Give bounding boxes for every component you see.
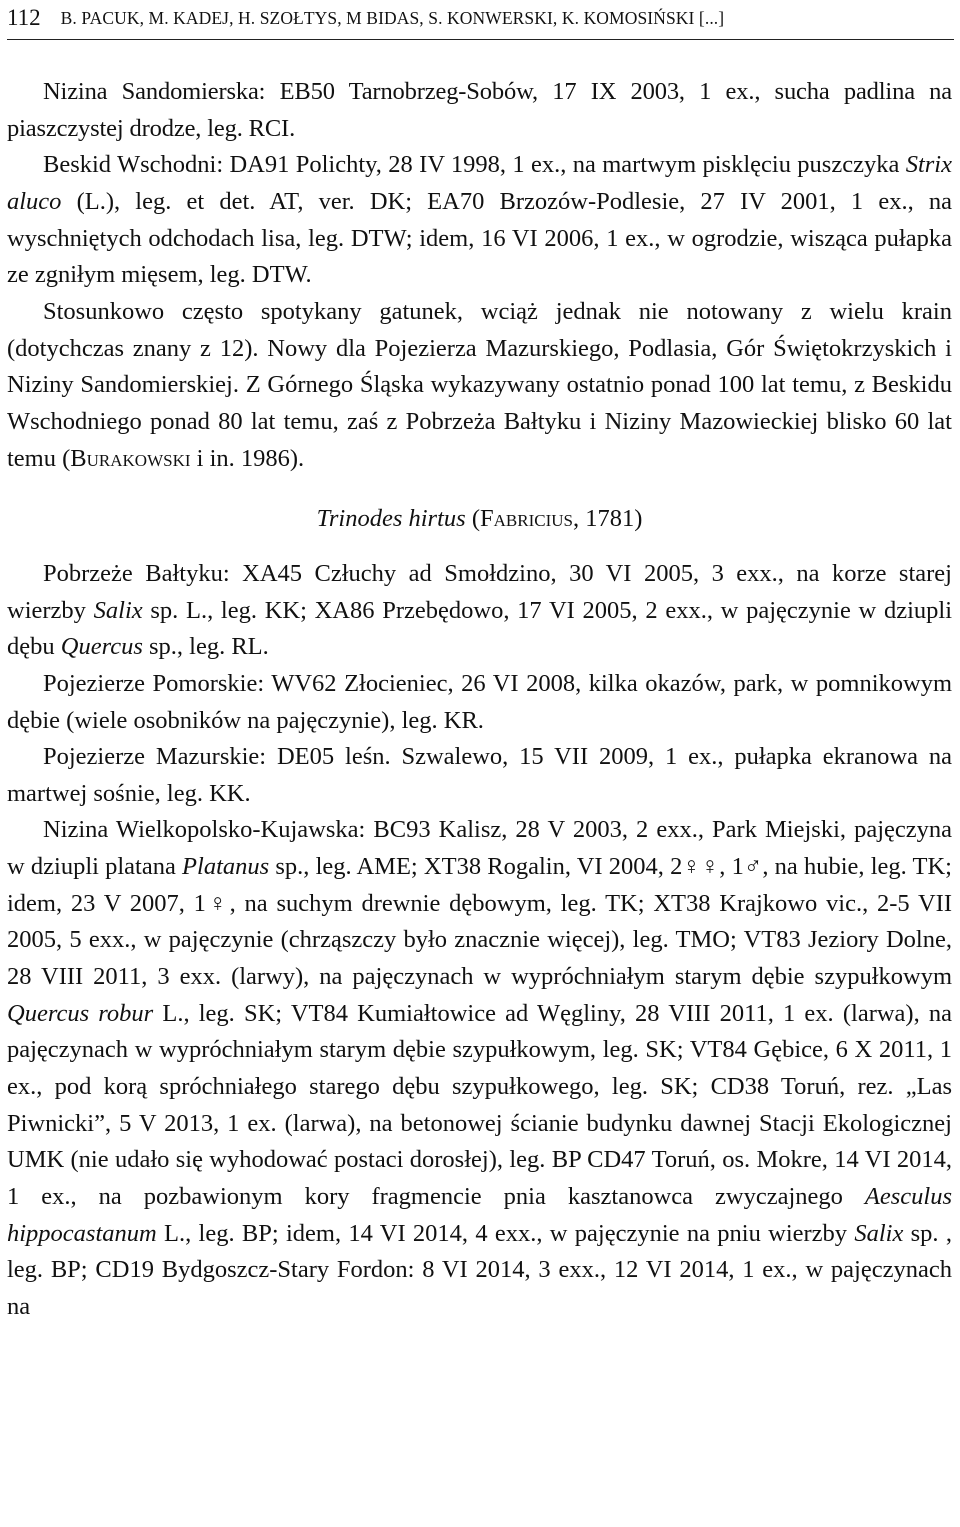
distribution-note: Stosunkowo często spotykany gatunek, wciąż jednak nie notowany z wielu krain (dotychczas znany z 12). Nowy dla Pojezierza Mazurskiego, Podlasia, Gór Świętokrzyskich i Niziny Sandomierskiej. Z Górnego Śląska wykazywany ostatnio ponad 100 lat temu, z Beskidu Wschodniego ponad 80 lat temu, zaś z Pobrzeża Bałtyku i Niziny Mazowieckiej blisko 60 lat temu (Burakowski i in. 1986). [7, 297, 952, 472]
running-title: B. PACUK, M. KADEJ, H. SZOŁTYS, M BIDAS, S. KONWERSKI, K. KOMOSIŃSKI [...] [60, 8, 725, 28]
taxon-name: Salix [93, 596, 143, 624]
cited-author: Burakowski [70, 444, 191, 472]
taxon-name: Aesculus hippocastanum [7, 1183, 952, 1247]
taxon-name: Platanus [182, 853, 270, 881]
page-number: 112 [7, 5, 41, 30]
record-pobrzeze-baltyku: Pobrzeże Bałtyku: XA45 Człuchy ad Smołdzino, 30 VI 2005, 3 exx., na korze starej wierzby Salix sp. L., leg. KK; XA86 Przebędowo, 17 VI 2005, 2 exx., w pajęczynie w dziupli dębu Quercus sp., leg. RL. [7, 559, 952, 661]
record-nizina-wielkopolsko-kujawska: Nizina Wielkopolsko-Kujawska: BC93 Kalisz, 28 V 2003, 2 exx., Park Miejski, pajęczyna w dziupli platana Platanus sp., leg. AME; XT38 Rogalin, VI 2004, 2♀♀, 1♂, na hubie, leg. TK; idem, 23 V 2007, 1♀, na suchym drewnie dębowym, leg. TK; XT38 Krajkowo vic., 2-5 VII 2005, 5 exx., w pajęczynie (chrząszczy było znacznie więcej), leg. TMO; VT83 Jeziory Dolne, 28 VIII 2011, 3 exx. (larwy), na pajęczynach w wypróchniałym starym dębie szypułkowym Quercus robur L., leg. SK; VT84 Kumiałtowice ad Węgliny, 28 VIII 2011, 1 ex. (larwa), na pajęczynach w wypróchniałym starym dębie szypułkowym, leg. SK; VT84 Gębice, 6 X 2011, 1 ex., pod korą spróchniałego starego dębu szypułkowego, leg. SK; CD38 Toruń, rez. „Las Piwnicki”, 5 V 2013, 1 ex. (larwa), na betonowej ścianie budynku dawnej Stacji Ekologicznej UMK (nie udało się wyhodować postaci dorosłej), leg. BP CD47 Toruń, os. Mokre, 14 VI 2014, 1 ex., na pozbawionym kory fragmencie pnia kasztanowca zwyczajnego Aesculus hippocastanum L., leg. BP; idem, 14 VI 2014, 4 exx., w pajęczynie na pniu wierzby Salix sp. , leg. BP; CD19 Bydgoszcz-Stary Fordon: 8 VI 2014, 3 exx., 12 VI 2014, 1 ex., w pajęczynach na [7, 816, 952, 1320]
record-nizina-sandomierska: Nizina Sandomierska: EB50 Tarnobrzeg-Sobów, 17 IX 2003, 1 ex., sucha padlina na piaszczystej drodze, leg. RCI. [7, 78, 952, 142]
taxon-name: Salix [854, 1219, 904, 1247]
species-author: Fabricius [479, 505, 573, 533]
record-beskid-wschodni: Beskid Wschodni: DA91 Polichty, 28 IV 1998, 1 ex., na martwym pisklęciu puszczyka Strix aluco (L.), leg. et det. AT, ver. DK; EA70 Brzozów-Podlesie, 27 IV 2001, 1 ex., na wyschniętych odchodach lisa, leg. DTW; idem, 16 VI 2006, 1 ex., w ogrodzie, wisząca pułapka ze zgniłym mięsem, leg. DTW. [7, 151, 952, 289]
species-heading: Trinodes hirtus (Fabricius, 1781) [316, 505, 643, 533]
taxon-name: Quercus robur [7, 999, 154, 1027]
taxon-name: Quercus [60, 633, 143, 661]
taxon-name: Strix aluco [7, 151, 952, 215]
running-header [7, 3, 954, 40]
record-pojezierze-pomorskie: Pojezierze Pomorskie: WV62 Złocieniec, 26 VI 2008, kilka okazów, park, w pomnikowym dębie (wiele osobników na pajęczynie), leg. KR. [7, 669, 952, 734]
species-name: Trinodes hirtus [316, 505, 466, 533]
page-body [7, 74, 952, 1326]
record-pojezierze-mazurskie: Pojezierze Mazurskie: DE05 leśn. Szwalewo, 15 VII 2009, 1 ex., pułapka ekranowa na martwej sośnie, leg. KK. [7, 743, 952, 807]
